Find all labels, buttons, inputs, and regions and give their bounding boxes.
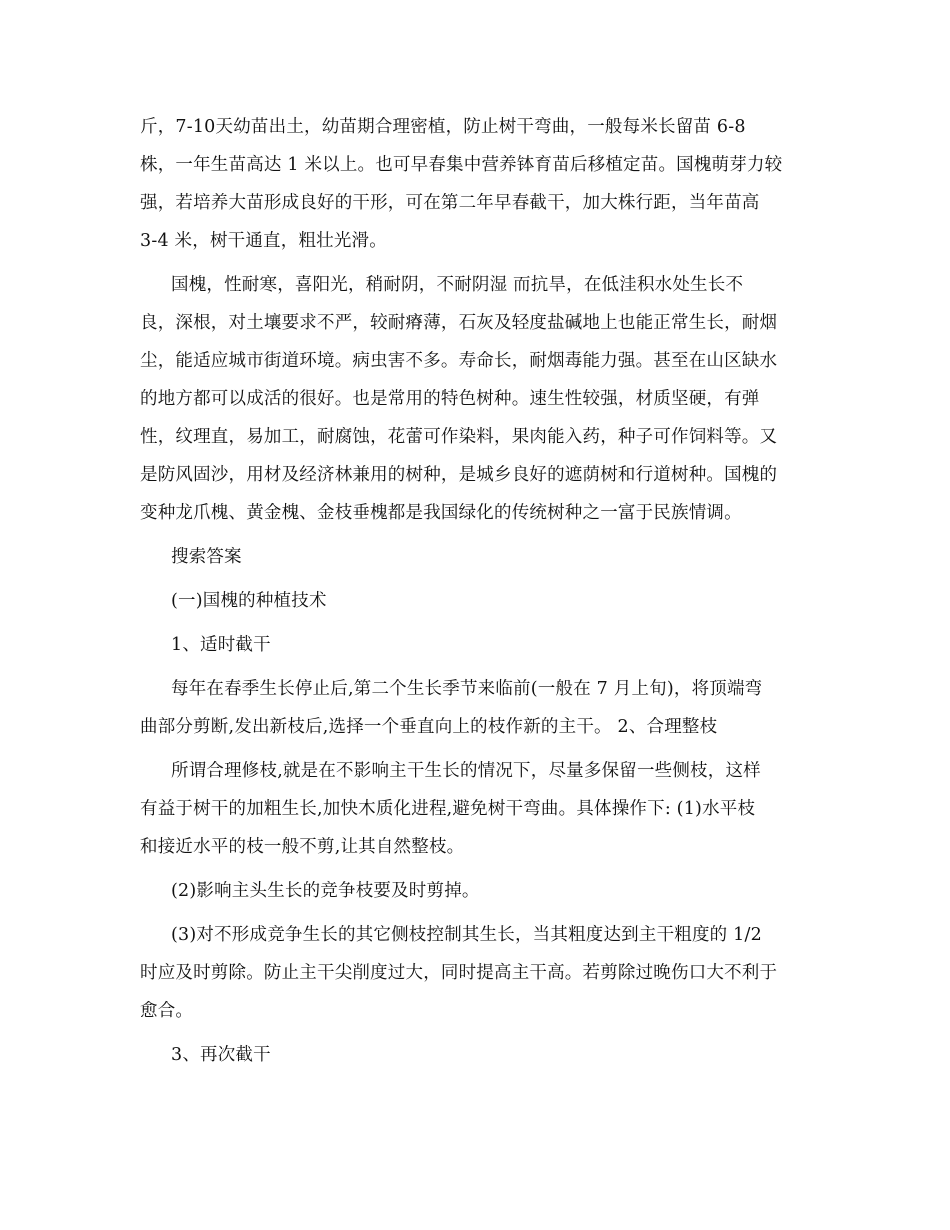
text-line-10: 是防风固沙，用材及经济林兼用的树种，是城乡良好的遮荫树和行道树种。国槐的 (140, 465, 778, 485)
text-line-5: 国槐，性耐寒，喜阳光，稍耐阴，不耐阴湿 而抗旱，在低洼积水处生长不 (171, 275, 744, 295)
text-line-20: (2)影响主头生长的竞争枝要及时剪掉。 (171, 881, 480, 901)
text-line-23: 愈合。 (140, 1001, 194, 1021)
section-heading-planting: (一)国槐的种植技术 (171, 591, 327, 611)
text-line-17: 所谓合理修枝,就是在不影响主干生长的情况下，尽量多保留一些侧枝，这样 (171, 761, 761, 781)
text-line-21: (3)对不形成竞争生长的其它侧枝控制其生长，当其粗度达到主干粗度的 1/2 (171, 925, 762, 945)
subheading-timely-cutting: 1、适时截干 (171, 635, 271, 655)
text-line-11: 变种龙爪槐、黄金槐、金枝垂槐都是我国绿化的传统树种之一富于民族情调。 (140, 503, 742, 523)
text-line-2: 株，一年生苗高达 1 米以上。也可早春集中营养钵育苗后移植定苗。国槐萌芽力较 (140, 155, 783, 175)
section-heading-search: 搜索答案 (171, 547, 242, 567)
text-line-6: 良，深根，对土壤要求不严，较耐瘠薄，石灰及轻度盐碱地上也能正常生长，耐烟 (140, 313, 778, 333)
text-line-15: 每年在春季生长停止后,第二个生长季节来临前(一般在 7 月上旬)，将顶端弯 (171, 679, 763, 699)
text-line-4: 3-4 米，树干通直，粗壮光滑。 (140, 231, 387, 251)
text-line-1: 斤，7-10天幼苗出土，幼苗期合理密植，防止树干弯曲，一般每米长留苗 6-8 (140, 117, 746, 137)
subheading-recutting: 3、再次截干 (171, 1045, 271, 1065)
text-line-8: 的地方都可以成活的很好。也是常用的特色树种。速生性较强，材质坚硬，有弹 (140, 389, 760, 409)
text-line-9: 性，纹理直，易加工，耐腐蚀，花蕾可作染料，果肉能入药，种子可作饲料等。又 (140, 427, 778, 447)
text-line-3: 强，若培养大苗形成良好的干形，可在第二年早春截干，加大株行距，当年苗高 (140, 193, 760, 213)
text-line-19: 和接近水平的枝一般不剪,让其自然整枝。 (140, 837, 465, 857)
text-line-7: 尘，能适应城市街道环境。病虫害不多。寿命长，耐烟毒能力强。甚至在山区缺水 (140, 351, 778, 371)
text-line-22: 时应及时剪除。防止主干尖削度过大，同时提高主干高。若剪除过晚伤口大不利于 (140, 963, 778, 983)
text-line-16: 曲部分剪断,发出新枝后,选择一个垂直向上的枝作新的主干。 2、合理整枝 (140, 717, 718, 737)
text-line-18: 有益于树干的加粗生长,加快木质化进程,避免树干弯曲。具体操作下: (1)水平枝 (140, 799, 756, 819)
